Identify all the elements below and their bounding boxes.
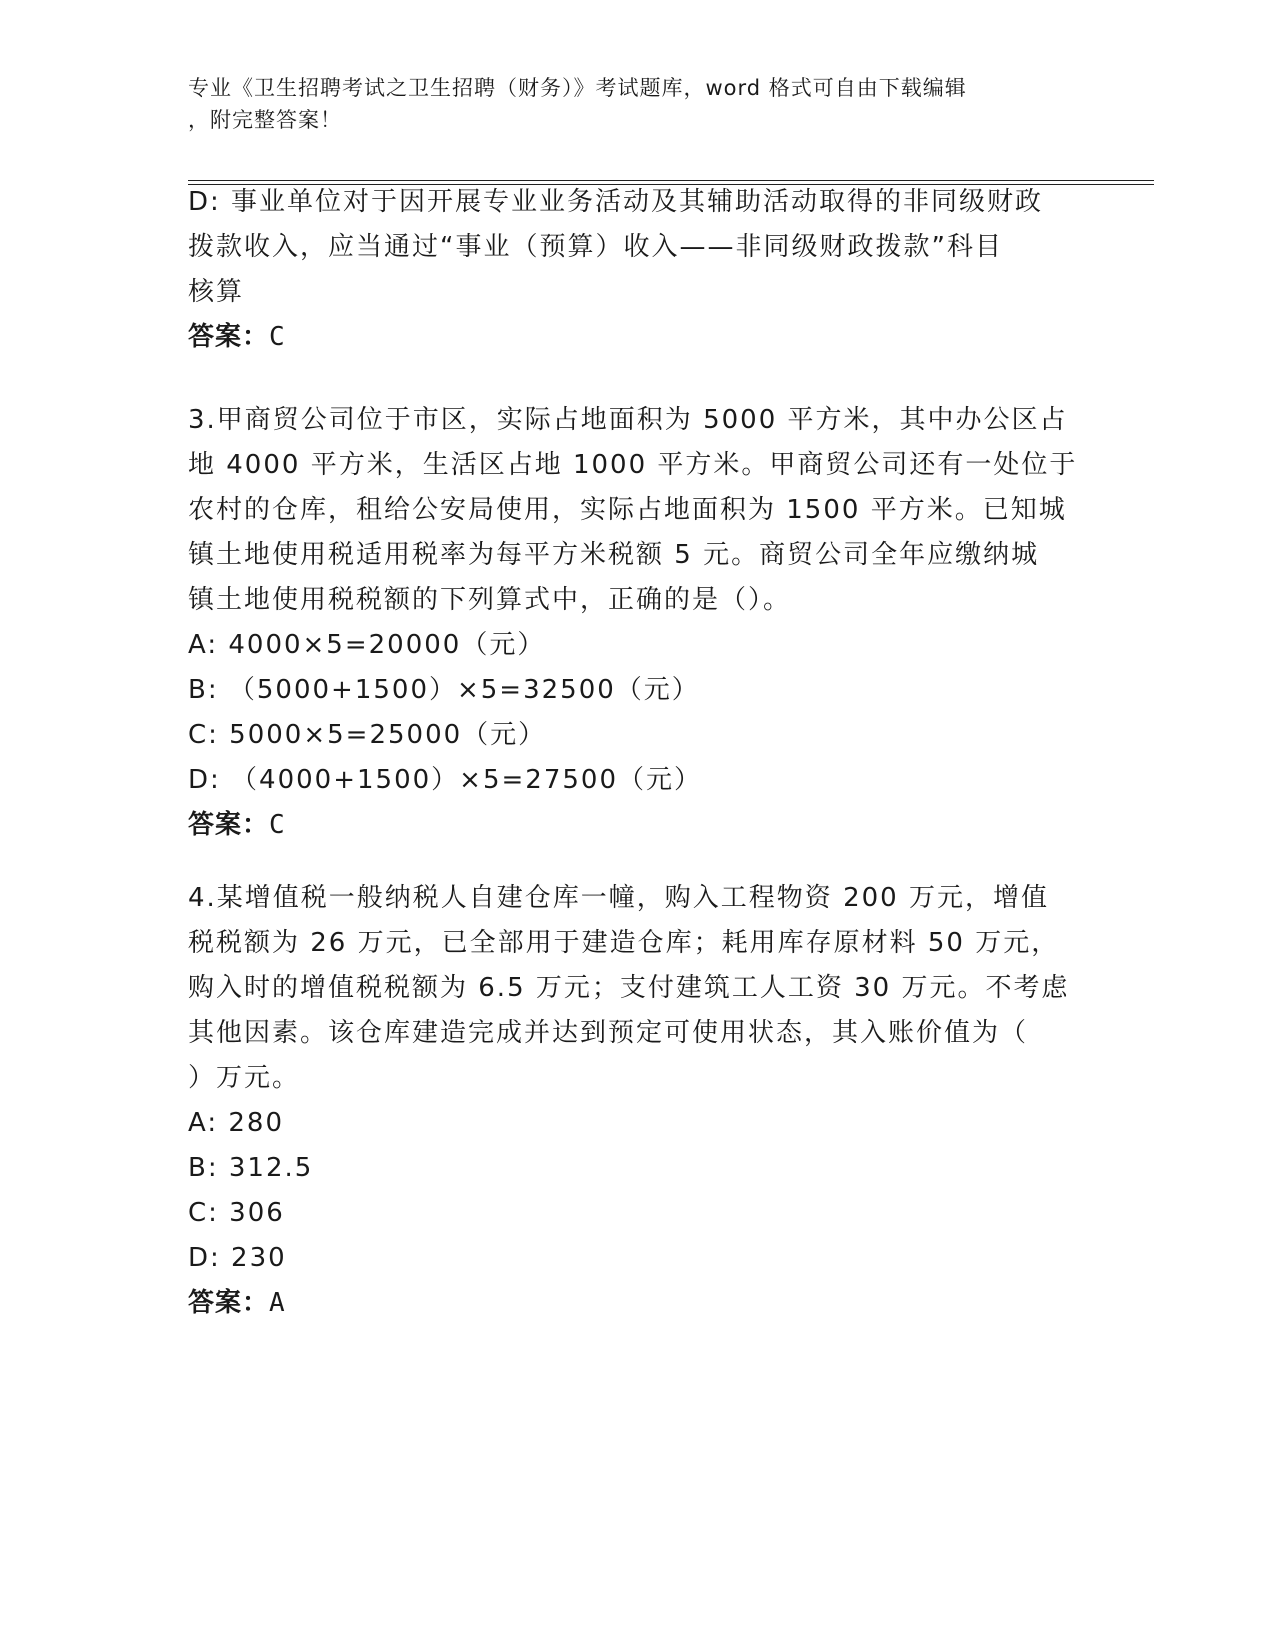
option-d: D: 230: [188, 1243, 287, 1273]
answer-label: 答案：: [188, 810, 270, 840]
answer-line: [188, 1281, 1088, 1326]
header-line-1: 专业《卫生招聘考试之卫生招聘（财务）》考试题库，word 格式可自由下载编辑: [188, 76, 967, 100]
option-d-line: 拨款收入，应当通过“事业（预算）收入——非同级财政拨款”科目: [188, 232, 1003, 262]
option-d-line: D: 事业单位对于因开展专业业务活动及其辅助活动取得的非同级财政: [188, 187, 1044, 217]
option-d: D: （4000+1500）×5=27500（元）: [188, 765, 702, 795]
option-c: C: 5000×5=25000（元）: [188, 720, 547, 750]
question-stem-line: 镇土地使用税税额的下列算式中，正确的是（）。: [188, 585, 792, 615]
option-c: C: 306: [188, 1198, 285, 1228]
question-stem-line: 其他因素。该仓库建造完成并达到预定可使用状态，其入账价值为（: [188, 1018, 1029, 1048]
option-b: B: 312.5: [188, 1153, 314, 1183]
answer-label: 答案：: [188, 1288, 270, 1318]
question-stem-line: ）万元。: [188, 1063, 301, 1093]
answer-value: C: [269, 810, 286, 840]
page-header: [188, 72, 1088, 136]
header-line-2: ，附完整答案！: [188, 108, 342, 132]
answer-value: A: [269, 1288, 286, 1318]
answer-value: C: [269, 322, 286, 352]
option-a: A: 280: [188, 1108, 284, 1138]
question-3: [188, 398, 1088, 848]
question-stem-line: 农村的仓库，租给公安局使用，实际占地面积为 1500 平方米。已知城: [188, 495, 1067, 525]
option-a: A: 4000×5=20000（元）: [188, 630, 546, 660]
question-stem-line: 税税额为 26 万元，已全部用于建造仓库；耗用库存原材料 50 万元，: [188, 928, 1060, 958]
question-2-tail: [188, 180, 1088, 360]
question-4: [188, 876, 1088, 1326]
option-b: B: （5000+1500）×5=32500（元）: [188, 675, 700, 705]
answer-line: [188, 315, 1088, 360]
question-stem-line: 3.甲商贸公司位于市区，实际占地面积为 5000 平方米，其中办公区占: [188, 405, 1068, 435]
question-stem-line: 4.某增值税一般纳税人自建仓库一幢，购入工程物资 200 万元，增值: [188, 883, 1049, 913]
question-stem-line: 购入时的增值税税额为 6.5 万元；支付建筑工人工资 30 万元。不考虑: [188, 973, 1070, 1003]
answer-line: [188, 803, 1088, 848]
question-stem-line: 地 4000 平方米，生活区占地 1000 平方米。甲商贸公司还有一处位于: [188, 450, 1078, 480]
answer-label: 答案：: [188, 322, 270, 352]
option-d-line: 核算: [188, 277, 245, 307]
question-stem-line: 镇土地使用税适用税率为每平方米税额 5 元。商贸公司全年应缴纳城: [188, 540, 1040, 570]
